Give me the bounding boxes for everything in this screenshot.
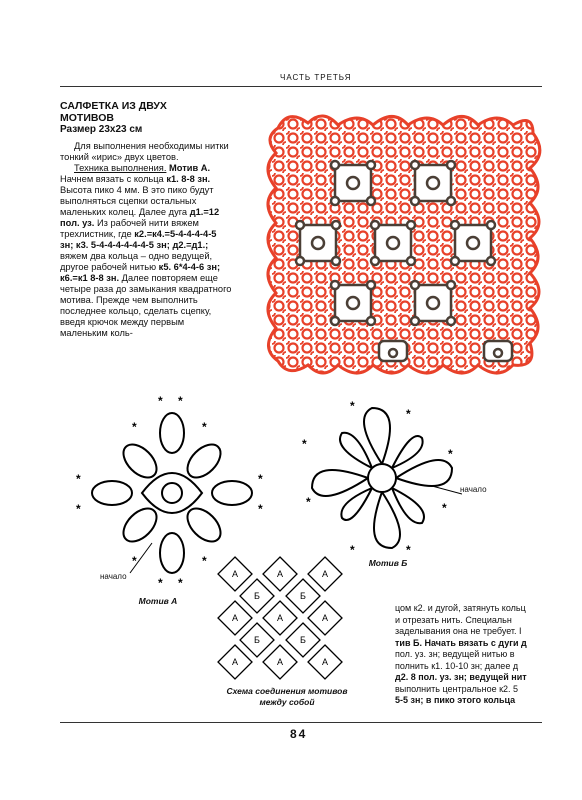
scheme-letter: А — [321, 657, 329, 667]
body-part4: вяжем два кольца – одно ведущей, другое рабочей нитью — [60, 251, 213, 272]
right-line: тив Б. Начать вязать с дуги д — [395, 637, 527, 648]
right-line: полнить к1. 10-10 зн; далее д — [395, 660, 519, 671]
body-part2: Высота пико 4 мм. В это пико будут выполняться сцепки остальных маленьких колец. Далее дуга — [60, 185, 214, 217]
motif-a-label: Мотив А. — [169, 163, 211, 173]
svg-text:*: * — [202, 554, 207, 568]
motif-a-caption: Мотив А — [138, 596, 178, 606]
header-divider — [60, 86, 542, 87]
motif-b-caption: Мотив Б — [368, 558, 408, 568]
ring1-spec: к1. 8-8 зн. — [166, 174, 211, 184]
right-line: выполнить центральное к2. 5 — [395, 683, 519, 694]
running-header: ЧАСТЬ ТРЕТЬЯ — [280, 73, 352, 82]
start-label-a: начало — [100, 572, 127, 581]
svg-text:*: * — [76, 502, 81, 516]
right-line: и отрезать нить. Специальн — [395, 614, 512, 625]
article-title-line2: МОТИВОВ — [60, 111, 114, 124]
svg-text:*: * — [258, 502, 263, 516]
footer-divider — [60, 722, 542, 723]
right-line: цом к2. и дугой, затянуть кольц — [395, 603, 526, 613]
article-size: Размер 23х23 см — [60, 124, 143, 135]
svg-text:*: * — [306, 495, 311, 509]
trefoil-spec: к2.=к4.=5-4-4-4-4-5 зн; к3. 5-4-4-4-4-4-4-5 зн; д2.=д1.; — [60, 229, 217, 250]
scheme-letter: А — [276, 657, 284, 667]
scheme-letter: А — [321, 613, 329, 623]
scheme-caption-line1: Схема соединения мотивов — [226, 686, 348, 696]
right-line: заделывания она не требует. I — [395, 626, 522, 636]
scheme-letter: А — [276, 569, 284, 579]
svg-text:*: * — [442, 501, 447, 515]
intro-paragraph: Для выполнения необходимы нитки тонкий «ирис» двух цветов. — [60, 141, 229, 162]
svg-text:*: * — [158, 394, 163, 408]
right-line: пол. уз. зн; ведущей нитью в — [395, 649, 515, 659]
scheme-letter: Б — [254, 635, 260, 645]
svg-text:*: * — [202, 420, 207, 434]
svg-text:*: * — [448, 447, 453, 461]
scheme-letter: Б — [300, 591, 306, 601]
arc1-spec: д1.=12 пол. уз. — [60, 207, 220, 228]
svg-text:*: * — [350, 399, 355, 413]
scheme-letter: А — [231, 569, 239, 579]
scheme-letter: А — [276, 613, 284, 623]
svg-text:*: * — [258, 472, 263, 486]
svg-text:*: * — [406, 407, 411, 421]
svg-text:*: * — [350, 543, 355, 557]
technique-paragraph — [60, 163, 232, 339]
start-label-b: начало — [460, 485, 487, 494]
technique-label: Техника выполнения. — [74, 163, 167, 173]
svg-text:*: * — [132, 420, 137, 434]
svg-text:*: * — [158, 576, 163, 590]
article-title-line1: САЛФЕТКА ИЗ ДВУХ — [60, 100, 167, 112]
right-line: д2. 8 пол. уз. зн; ведущей нит — [395, 672, 527, 682]
scheme-letter: А — [321, 569, 329, 579]
scheme-letter: Б — [300, 635, 306, 645]
body-part1: Начнем вязать с кольца — [60, 174, 167, 184]
svg-text:*: * — [178, 576, 183, 590]
page-number: 84 — [290, 727, 308, 741]
svg-text:*: * — [132, 554, 137, 568]
connection-scheme — [205, 556, 355, 681]
article-left-column — [60, 101, 232, 339]
right-line: 5-5 зн; в пико этого кольца — [395, 695, 516, 705]
scheme-letter: А — [231, 657, 239, 667]
motif-b-diagram — [302, 398, 462, 558]
body-part3: Из рабочей нити вяжем трехлистник, где — [60, 218, 199, 239]
svg-text:*: * — [406, 543, 411, 557]
scheme-caption-line2: между собой — [259, 697, 315, 707]
scheme-letter: А — [231, 613, 239, 623]
svg-text:*: * — [302, 437, 307, 451]
ring5-spec: к5. 6*4-4-6 зн; к6.=к1 8-8 зн. — [60, 262, 221, 283]
article-right-column — [395, 603, 543, 707]
svg-text:*: * — [76, 472, 81, 486]
svg-text:*: * — [178, 394, 183, 408]
body-part5: Далее повторяем еще четыре раза до замыкания квадратного мотива. Прежде чем выполнить последнее кольцо, сделать сцепку, введя крючок между первым маленьким коль- — [60, 273, 232, 338]
lace-doily-photo — [258, 103, 548, 383]
scheme-letter: Б — [254, 591, 260, 601]
